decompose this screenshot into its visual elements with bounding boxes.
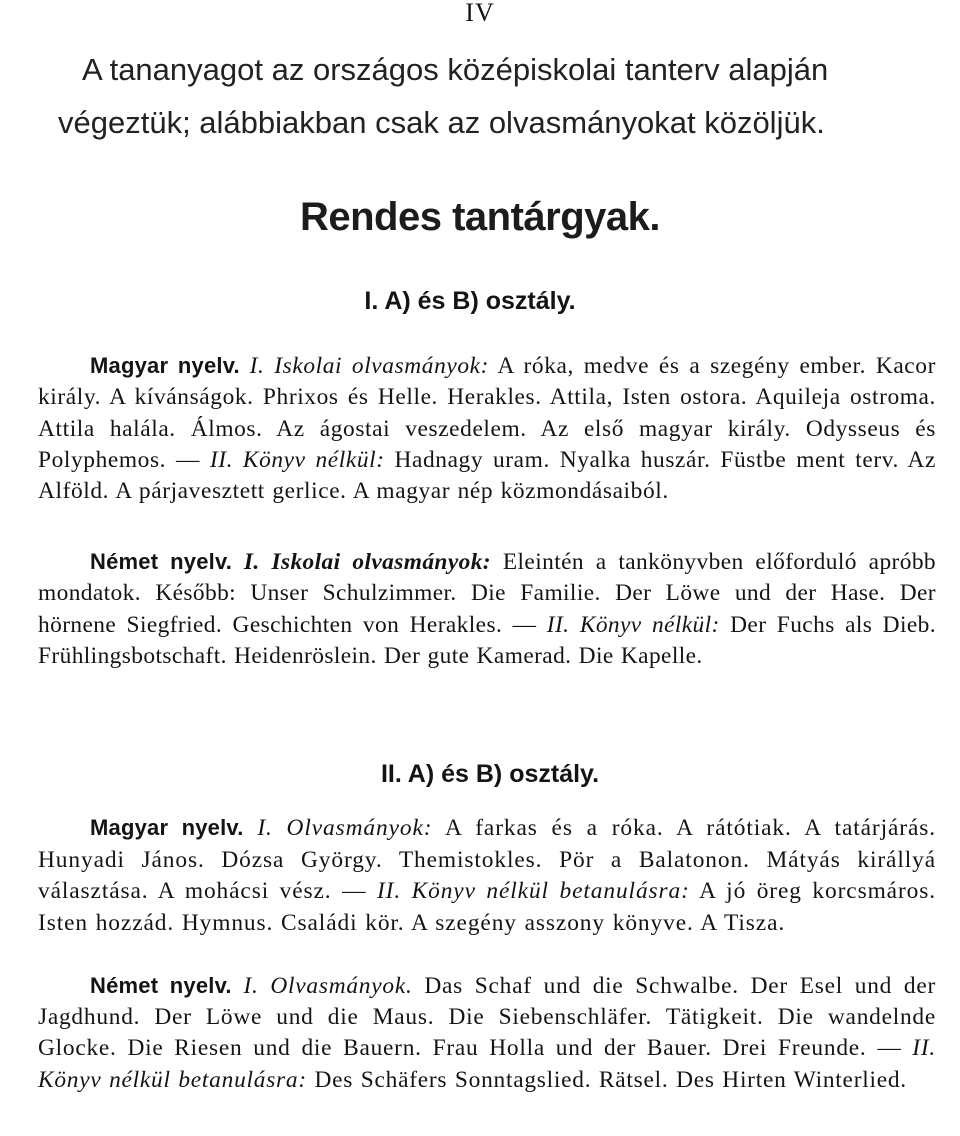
class-heading-2: II. A) és B) osztály.	[380, 760, 600, 788]
intro-line-2: végeztük; alábbiakban csak az olvasmányokat közöljük.	[58, 105, 825, 140]
reading-list: Eleintén a tankönyvben előforduló apróbb mondatok. Később: Unser Schulzimmer. Die Familie. Der Löwe und der Hase. Der hörnene Siegfried. Geschichten von Herakles. —	[38, 549, 937, 638]
intro-line-1: A tananyagot az országos középiskolai tanterv alapján	[82, 52, 829, 87]
reading-list: A róka, medve és a szegény ember. Kacor király. A kívánságok. Phrixos és Helle. Herakles. Attila, Isten ostora. Aquileja ostroma. Attila halála. Álmos. Az ágostai veszedelem. Az első magyar király. Odysseus és Polyphemos. —	[38, 353, 936, 473]
memorize-list: Der Fuchs als Dieb. Frühlingsbotschaft. Heidenröslein. Der gute Kamerad. Die Kapelle.	[38, 611, 936, 669]
page-number: IV	[465, 0, 495, 27]
paragraph-class1-nemet	[38, 546, 936, 672]
subject-label: Magyar nyelv.	[90, 815, 244, 840]
subject-label: Magyar nyelv.	[90, 353, 240, 378]
memorize-list: Des Schäfers Sonntagslied. Rätsel. Des Hirten Winterlied.	[314, 1066, 907, 1093]
memorize-list: A jó öreg korcsmáros. Isten hozzád. Hymnus. Családi kör. A szegény asszony könyve. A Tisza.	[38, 878, 936, 936]
reading-label: I. Iskolai olvasmányok:	[243, 549, 491, 575]
reading-label: I. Olvasmányok.	[243, 973, 413, 999]
reading-label: I. Olvasmányok:	[257, 815, 433, 841]
paragraph-class2-nemet	[38, 970, 936, 1096]
reading-list: Das Schaf und die Schwalbe. Der Esel und der Jagdhund. Der Löwe und die Maus. Die Siebenschläfer. Tätigkeit. Die wandelnde Glocke. Die Riesen und die Bauern. Frau Holla und der Bauer. Drei Freunde. —	[38, 973, 937, 1062]
subject-label: Német nyelv.	[90, 973, 232, 998]
memorize-label: II. Könyv nélkül:	[209, 446, 385, 473]
memorize-list: Hadnagy uram. Nyalka huszár. Füstbe ment terv. Az Alföld. A párjavesztett gerlice. A magyar nép közmondásaiból.	[38, 446, 936, 505]
class-heading-1: I. A) és B) osztály.	[364, 287, 576, 315]
paragraph-class2-magyar	[38, 812, 936, 939]
section-heading: Rendes tantárgyak.	[299, 195, 661, 239]
subject-label: Német nyelv.	[90, 549, 233, 574]
memorize-label: II. Könyv nélkül betanulásra:	[376, 878, 690, 904]
memorize-label: II. Könyv nélkül betanulásra:	[38, 1035, 936, 1093]
memorize-label: II. Könyv nélkül:	[546, 611, 720, 638]
reading-list: A farkas és a róka. A rátótiak. A tatárjárás. Hunyadi János. Dózsa György. Themistokles. Pör a Balatonon. Mátyás királlyá választása. A mohácsi vész. —	[38, 815, 937, 904]
paragraph-class1-magyar	[38, 350, 936, 507]
reading-label: I. Iskolai olvasmányok:	[249, 353, 490, 379]
